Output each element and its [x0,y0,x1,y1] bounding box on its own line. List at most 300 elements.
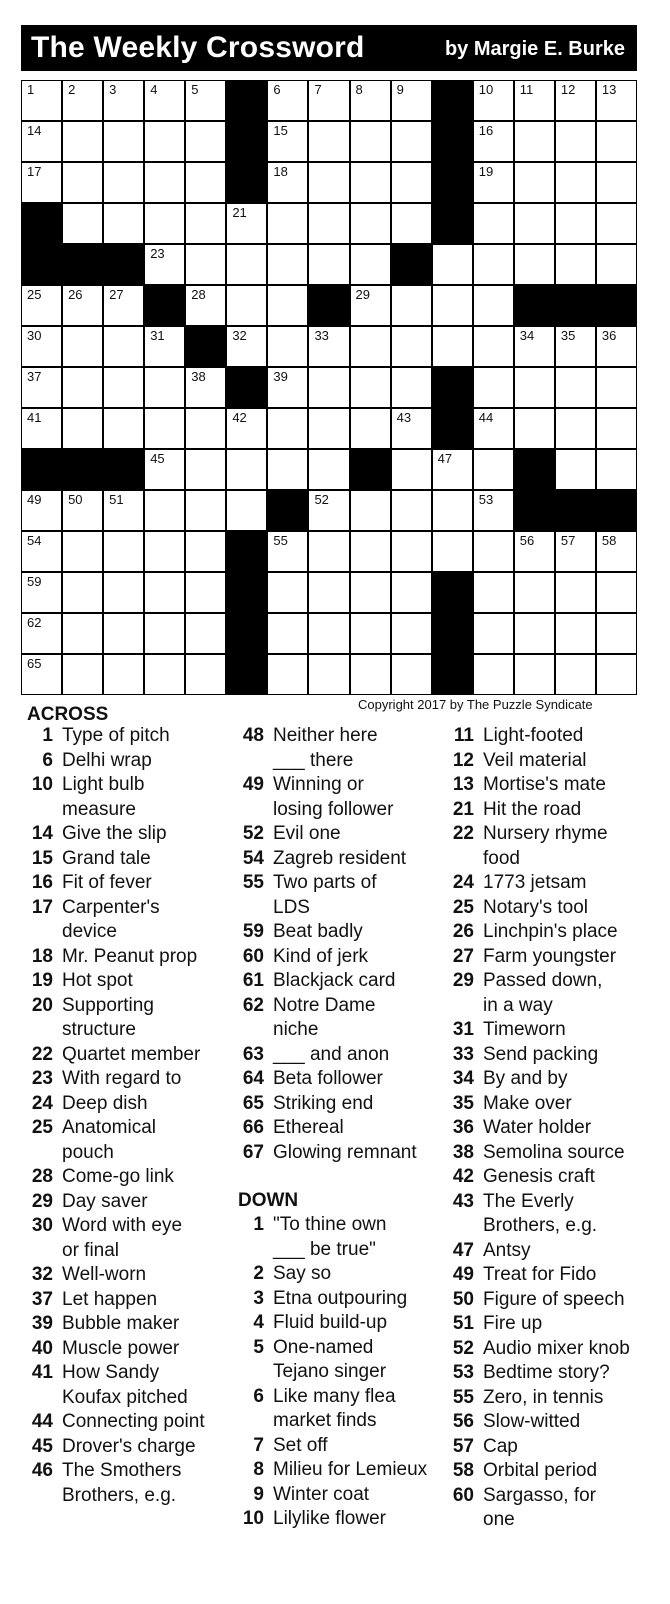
grid-cell[interactable] [473,285,514,326]
grid-cell[interactable] [350,367,391,408]
grid-cell[interactable] [350,285,391,326]
grid-cell[interactable] [226,244,267,285]
grid-cell[interactable] [308,162,349,203]
grid-cell[interactable] [350,572,391,613]
grid-cell[interactable] [473,80,514,121]
clue-number: 8 [253,1459,264,1480]
grid-cell[interactable] [267,121,308,162]
grid-cell[interactable] [391,121,432,162]
grid-cell[interactable] [473,121,514,162]
grid-cell[interactable] [555,326,596,367]
black-square [144,285,185,326]
grid-cell[interactable] [267,367,308,408]
black-square [185,326,226,367]
grid-cell[interactable] [21,613,62,654]
grid-cell[interactable] [514,326,555,367]
clue-item [238,1483,369,1508]
grid-cell[interactable] [267,654,308,695]
clue-line: Audio mixer knob [483,1337,630,1359]
grid-cell[interactable] [555,367,596,408]
clue-item [27,724,170,749]
grid-cell[interactable] [596,203,637,244]
grid-cell[interactable] [21,326,62,367]
grid-cell[interactable] [267,203,308,244]
clue-item [27,847,151,872]
grid-cell[interactable] [596,449,637,490]
grid-cell[interactable] [308,80,349,121]
grid-cell[interactable] [514,613,555,654]
grid-cell[interactable] [21,285,62,326]
grid-cell[interactable] [62,572,103,613]
grid-cell[interactable] [185,121,226,162]
grid-cell[interactable] [103,408,144,449]
cell-number: 23 [150,246,165,261]
grid-cell[interactable] [267,531,308,572]
grid-cell[interactable] [308,490,349,531]
grid-cell[interactable] [226,326,267,367]
clue-line: Figure of speech [483,1288,625,1310]
black-square [432,654,473,695]
clue-line: Notary's tool [483,896,589,918]
grid-cell[interactable] [391,531,432,572]
clue-line: losing follower [273,798,394,820]
grid-cell[interactable] [391,326,432,367]
grid-cell[interactable] [596,654,637,695]
grid-cell[interactable] [350,244,391,285]
clue-number: 38 [452,1141,474,1163]
grid-cell[interactable] [555,408,596,449]
clue-line: Give the slip [62,823,167,844]
grid-cell[interactable] [514,244,555,285]
grid-cell[interactable] [144,572,185,613]
clue-line: Linchpin's place [483,921,618,942]
grid-cell[interactable] [185,80,226,121]
cell-number: 12 [560,82,576,97]
grid-cell[interactable] [308,449,349,490]
clue-number: 60 [242,945,264,967]
grid-cell[interactable] [473,449,514,490]
clue-text [483,1043,598,1068]
grid-cell[interactable] [185,408,226,449]
clue-number: 1 [253,1214,264,1235]
clue-text [62,1263,146,1288]
clue-item [448,1459,597,1484]
clue-text [483,773,606,798]
grid-cell[interactable] [432,490,473,531]
cell-number: 25 [27,287,42,302]
grid-cell[interactable] [308,572,349,613]
clue-line: Milieu for Lemieux [273,1459,428,1480]
grid-cell[interactable] [144,162,185,203]
grid-cell[interactable] [555,162,596,203]
grid-cell[interactable] [103,162,144,203]
grid-cell[interactable] [432,326,473,367]
clue-number: 53 [452,1362,474,1383]
black-square [267,490,308,531]
cell-number: 65 [27,656,42,671]
cell-number: 35 [560,328,576,343]
grid-cell[interactable] [596,80,637,121]
grid-cell[interactable] [555,449,596,490]
grid-cell[interactable] [473,244,514,285]
grid-cell[interactable] [267,408,308,449]
clue-number: 60 [452,1484,474,1506]
grid-cell[interactable] [308,203,349,244]
grid-cell[interactable] [555,121,596,162]
cell-number: 34 [519,328,535,343]
grid-cell[interactable] [103,367,144,408]
grid-cell[interactable] [473,654,514,695]
grid-cell[interactable] [596,121,637,162]
clue-text [483,724,583,749]
clue-line: By and by [483,1068,568,1089]
grid-cell[interactable] [514,203,555,244]
clue-item [27,822,167,847]
grid-cell[interactable] [473,531,514,572]
grid-cell[interactable] [555,572,596,613]
grid-cell[interactable] [514,121,555,162]
grid-cell[interactable] [391,203,432,244]
grid-cell[interactable] [103,490,144,531]
grid-cell[interactable] [103,531,144,572]
grid-cell[interactable] [267,572,308,613]
clue-number: 22 [31,1043,53,1065]
grid-cell[interactable] [391,490,432,531]
clue-item [238,773,393,822]
grid-cell[interactable] [144,408,185,449]
clue-item [238,920,363,945]
grid-cell[interactable] [62,121,103,162]
grid-cell[interactable] [103,654,144,695]
grid-cell[interactable] [596,572,637,613]
across-heading: ACROSS [27,704,109,725]
clue-item [448,1337,630,1362]
grid-cell[interactable] [21,367,62,408]
grid-cell[interactable] [308,613,349,654]
grid-cell[interactable] [62,613,103,654]
grid-cell[interactable] [62,80,103,121]
cell-number: 62 [27,615,42,630]
grid-cell[interactable] [144,326,185,367]
clue-text [483,1410,580,1435]
black-square [596,490,637,531]
grid-cell[interactable] [62,162,103,203]
grid-cell[interactable] [62,490,103,531]
grid-cell[interactable] [514,162,555,203]
grid-cell[interactable] [103,572,144,613]
grid-cell[interactable] [308,121,349,162]
clue-line: Connecting point [62,1411,205,1432]
clue-item [448,1092,572,1117]
grid-cell[interactable] [514,408,555,449]
grid-cell[interactable] [596,162,637,203]
grid-cell[interactable] [350,613,391,654]
clue-number: 35 [452,1092,474,1114]
grid-cell[interactable] [514,367,555,408]
grid-cell[interactable] [391,367,432,408]
grid-cell[interactable] [308,654,349,695]
clue-text [273,1043,389,1068]
grid-cell[interactable] [185,203,226,244]
clue-item [448,1190,597,1239]
clue-number: 14 [31,823,53,844]
clue-text [62,969,133,994]
grid-cell[interactable] [308,531,349,572]
grid-cell[interactable] [555,531,596,572]
clue-line: pouch [62,1141,114,1163]
clue-item [238,822,341,847]
clue-item [27,773,144,822]
grid-cell[interactable] [62,285,103,326]
grid-cell[interactable] [308,326,349,367]
grid-cell[interactable] [226,490,267,531]
grid-cell[interactable] [21,654,62,695]
grid-cell[interactable] [185,285,226,326]
clue-line: Word with eye [62,1215,183,1236]
grid-cell[interactable] [62,408,103,449]
grid-cell[interactable] [185,449,226,490]
grid-cell[interactable] [555,80,596,121]
grid-cell[interactable] [144,244,185,285]
grid-cell[interactable] [596,367,637,408]
grid-cell[interactable] [21,408,62,449]
grid-cell[interactable] [473,203,514,244]
clue-number: 61 [242,970,264,991]
grid-cell[interactable] [21,531,62,572]
cell-number: 18 [273,164,288,179]
clue-text [273,1507,386,1532]
cell-number: 36 [601,328,617,343]
grid-cell[interactable] [62,654,103,695]
grid-cell[interactable] [267,80,308,121]
grid-cell[interactable] [350,162,391,203]
grid-cell[interactable] [596,408,637,449]
clue-text [483,749,587,774]
grid-cell[interactable] [144,654,185,695]
clue-line: Light-footed [483,725,584,746]
clue-text [62,1435,196,1460]
grid-cell[interactable] [596,326,637,367]
grid-cell[interactable] [62,531,103,572]
clue-line: "To thine own [273,1214,387,1235]
grid-cell[interactable] [267,449,308,490]
grid-cell[interactable] [21,121,62,162]
grid-cell[interactable] [350,490,391,531]
grid-cell[interactable] [432,285,473,326]
grid-cell[interactable] [62,367,103,408]
grid-cell[interactable] [391,408,432,449]
grid-cell[interactable] [267,326,308,367]
grid-cell[interactable] [226,449,267,490]
grid-cell[interactable] [144,449,185,490]
grid-cell[interactable] [185,162,226,203]
clue-number: 20 [31,994,53,1016]
clue-text [483,1165,595,1190]
clue-number: 18 [31,945,53,967]
cell-number: 31 [150,328,165,343]
grid-cell[interactable] [103,613,144,654]
grid-cell[interactable] [103,285,144,326]
grid-cell[interactable] [103,80,144,121]
grid-cell[interactable] [103,203,144,244]
grid-cell[interactable] [185,613,226,654]
cell-number: 33 [314,328,329,343]
cell-number: 32 [232,328,247,343]
grid-cell[interactable] [596,531,637,572]
grid-cell[interactable] [596,244,637,285]
grid-cell[interactable] [267,162,308,203]
grid-cell[interactable] [473,326,514,367]
black-square [21,244,62,285]
grid-cell[interactable] [308,244,349,285]
grid-cell[interactable] [473,572,514,613]
grid-cell[interactable] [144,80,185,121]
clue-line: Bubble maker [62,1313,180,1334]
clue-number: 9 [253,1483,264,1505]
grid-cell[interactable] [185,531,226,572]
grid-cell[interactable] [350,80,391,121]
grid-cell[interactable] [21,162,62,203]
clue-number: 26 [452,921,474,942]
clue-item [448,969,602,1018]
grid-cell[interactable] [350,408,391,449]
grid-cell[interactable] [473,367,514,408]
grid-cell[interactable] [144,203,185,244]
grid-cell[interactable] [555,203,596,244]
grid-cell[interactable] [185,367,226,408]
grid-cell[interactable] [391,449,432,490]
grid-cell[interactable] [226,408,267,449]
grid-cell[interactable] [473,408,514,449]
black-square [514,449,555,490]
grid-cell[interactable] [103,121,144,162]
black-square [555,490,596,531]
grid-cell[interactable] [555,244,596,285]
black-square [514,490,555,531]
grid-cell[interactable] [432,531,473,572]
black-square [432,613,473,654]
clue-text [273,822,341,847]
clue-item [448,1239,531,1264]
grid-cell[interactable] [21,490,62,531]
clue-line: Blackjack card [273,970,396,991]
grid-cell[interactable] [350,654,391,695]
grid-cell[interactable] [62,203,103,244]
clue-number: 6 [253,1385,264,1407]
cell-number: 43 [396,410,412,425]
clue-line: Passed down, [483,970,603,991]
clue-item [448,1484,596,1533]
clue-item [27,1165,174,1190]
grid-cell[interactable] [514,80,555,121]
clue-text [273,920,363,945]
cell-number: 6 [273,82,281,97]
cell-number: 3 [109,82,117,97]
grid-cell[interactable] [514,654,555,695]
grid-cell[interactable] [144,613,185,654]
grid-cell[interactable] [185,654,226,695]
grid-cell[interactable] [62,326,103,367]
cell-number: 7 [314,82,322,97]
grid-cell[interactable] [144,490,185,531]
cell-number: 15 [273,123,288,138]
grid-cell[interactable] [473,490,514,531]
grid-cell[interactable] [308,408,349,449]
grid-cell[interactable] [391,285,432,326]
clue-number: 7 [253,1434,264,1456]
clue-item [238,1213,386,1262]
grid-cell[interactable] [185,572,226,613]
cell-number: 51 [109,492,124,507]
clue-line: Day saver [62,1190,148,1212]
clue-line: Grand tale [62,847,151,869]
clue-line: Carpenter's [62,896,160,918]
clue-item [448,773,606,798]
clue-item [27,1288,157,1313]
clue-number: 16 [31,872,53,893]
grid-cell[interactable] [391,654,432,695]
grid-cell[interactable] [267,613,308,654]
grid-cell[interactable] [144,121,185,162]
clue-text [62,1067,181,1092]
clue-item [448,945,616,970]
cell-number: 52 [314,492,329,507]
grid-cell[interactable] [432,449,473,490]
grid-cell[interactable] [350,203,391,244]
grid-cell[interactable] [596,613,637,654]
cell-number: 9 [396,82,404,97]
grid-cell[interactable] [144,367,185,408]
grid-cell[interactable] [555,654,596,695]
grid-cell[interactable] [103,326,144,367]
grid-cell[interactable] [473,613,514,654]
clue-number: 54 [242,847,264,869]
grid-cell[interactable] [514,531,555,572]
clue-number: 10 [242,1508,264,1529]
grid-cell[interactable] [350,121,391,162]
grid-cell[interactable] [308,367,349,408]
clue-text [62,1410,205,1435]
clue-item [448,1386,603,1411]
grid-cell[interactable] [144,531,185,572]
grid-cell[interactable] [185,244,226,285]
grid-cell[interactable] [226,285,267,326]
grid-cell[interactable] [267,244,308,285]
clue-text [483,798,581,823]
grid-cell[interactable] [391,162,432,203]
grid-cell[interactable] [185,490,226,531]
grid-cell[interactable] [391,572,432,613]
clue-text [483,1386,603,1411]
grid-cell[interactable] [514,572,555,613]
grid-cell[interactable] [21,80,62,121]
grid-cell[interactable] [391,80,432,121]
cell-number: 21 [232,205,247,220]
clue-text [483,1116,591,1141]
grid-cell[interactable] [555,613,596,654]
clue-text [62,773,144,822]
grid-cell[interactable] [473,162,514,203]
grid-cell[interactable] [267,285,308,326]
grid-cell[interactable] [21,572,62,613]
grid-cell[interactable] [226,203,267,244]
grid-cell[interactable] [350,326,391,367]
grid-cell[interactable] [391,613,432,654]
clue-line: Type of pitch [62,725,170,746]
clue-line: niche [273,1019,319,1040]
grid-cell[interactable] [350,531,391,572]
grid-cell[interactable] [432,244,473,285]
